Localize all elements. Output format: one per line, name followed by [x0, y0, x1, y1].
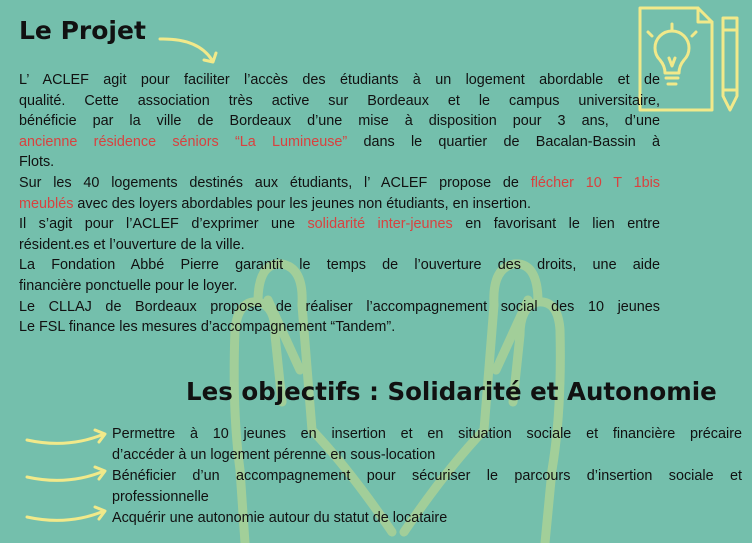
- section-title-projet: Le Projet: [19, 16, 146, 45]
- text-fragment: dans le quartier de Bacalan-Bassin à: [347, 133, 660, 150]
- text-line: financière ponctuelle pour le loyer.: [19, 277, 238, 294]
- list-item: [112, 466, 742, 507]
- text-line: Acquérir une autonomie autour du statut de locataire: [112, 510, 448, 527]
- highlight-flecher: flécher 10 T 1bis: [530, 174, 660, 191]
- projet-body: [19, 70, 660, 338]
- text-line: [19, 194, 660, 215]
- text-line: La Fondation Abbé Pierre garantit le temps de l’ouverture des droits, une aide: [19, 257, 660, 274]
- paragraph-fsl: Le FSL finance les mesures d’accompagnement “Tandem”.: [19, 319, 396, 336]
- highlight-solidarite: solidarité inter-jeunes: [307, 216, 453, 233]
- highlight-residence: ancienne résidence séniors “La Lumineuse”: [19, 133, 348, 150]
- list-item: [112, 508, 742, 529]
- text-line: professionnelle: [112, 488, 209, 505]
- paragraph-logements: [19, 173, 660, 214]
- text-fragment: avec des loyers abordables pour les jeunes non étudiants, en insertion.: [73, 195, 531, 212]
- objectives-list: [112, 424, 742, 529]
- section-title-objectifs: Les objectifs : Solidarité et Autonomie: [186, 377, 717, 406]
- text-fragment: Sur les 40 logements destinés aux étudiants, l’ ACLEF propose de: [19, 174, 531, 191]
- curved-arrow-icon: [27, 430, 105, 443]
- highlight-meubles: meublés: [19, 195, 74, 212]
- text-fragment: Il s’agit pour l’ACLEF d’exprimer une: [19, 216, 308, 233]
- text-line: [19, 214, 660, 235]
- text-line: L’ ACLEF agit pour faciliter l’accès des étudiants à un logement abordable et de: [19, 72, 660, 88]
- curved-arrow-icon: [27, 467, 105, 480]
- curved-arrow-icon: [27, 507, 105, 520]
- curved-arrow-icon: [160, 39, 216, 62]
- paragraph-cllaj: Le CLLAJ de Bordeaux propose de réaliser l’accompagnement social des 10 jeunes: [19, 298, 660, 315]
- text-line: qualité. Cette association très active sur Bordeaux et le campus universitaire,: [19, 92, 660, 109]
- text-line: [19, 132, 660, 153]
- paragraph-solidarite: [19, 214, 660, 255]
- text-line: [19, 173, 660, 194]
- text-line: Permettre à 10 jeunes en insertion et en situation sociale et financière précaire: [112, 426, 742, 442]
- pencil-icon: [723, 18, 737, 110]
- text-fragment: en favorisant le lien entre: [452, 216, 660, 233]
- text-line: d’accéder à un logement pérenne en sous-location: [112, 446, 436, 463]
- paragraph-aclef: [19, 70, 660, 173]
- text-line: Flots.: [19, 154, 55, 171]
- paragraph-fondation: [19, 255, 660, 296]
- list-item: [112, 424, 742, 465]
- text-line: résident.es et l’ouverture de la ville.: [19, 236, 245, 253]
- text-line: Bénéficier d’un accompagnement pour sécuriser le parcours d’insertion sociale et: [112, 468, 742, 485]
- text-line: bénéficie par la ville de Bordeaux d’une mise à disposition pour 3 ans, d’une: [19, 113, 660, 130]
